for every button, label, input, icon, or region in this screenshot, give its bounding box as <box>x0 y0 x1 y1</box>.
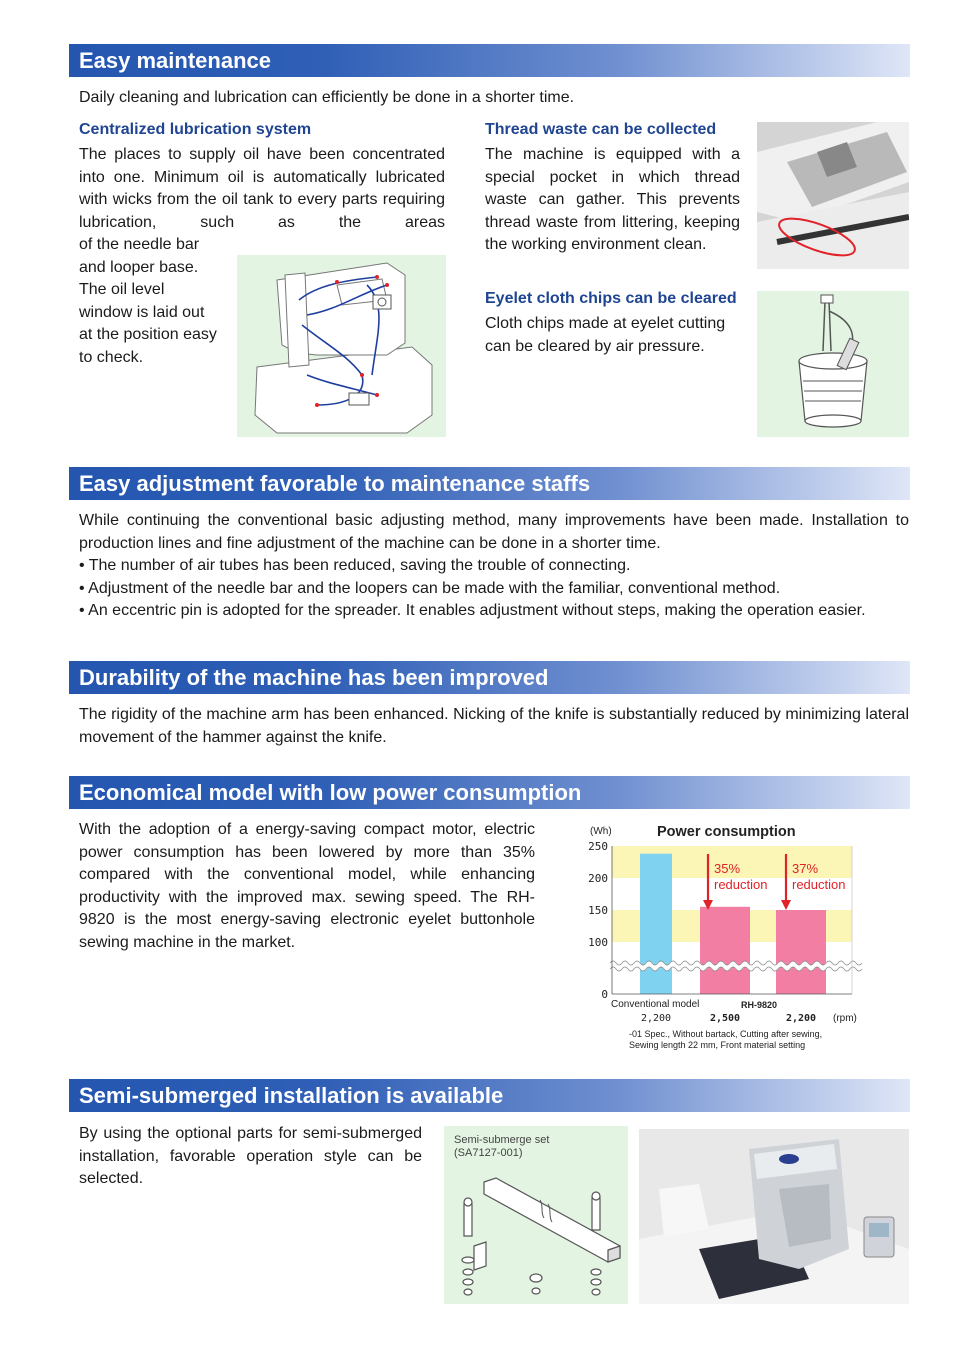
section-title-semi-submerged: Semi-submerged installation is available <box>69 1079 910 1112</box>
air-blow-diagram <box>757 291 909 437</box>
x-tick-label: 2,200 <box>785 1013 817 1024</box>
thread-waste-text: The machine is equipped with a special pocket in which thread waste can gather. This prevents thread waste from littering, keeping the working environment clean. <box>485 146 740 253</box>
adjustment-bullet: • The number of air tubes has been reduced, saving the trouble of connecting. <box>79 557 631 574</box>
thread-waste-heading: Thread waste can be collected <box>485 121 717 138</box>
maintenance-intro: Daily cleaning and lubrication can efficiently be done in a shorter time. <box>79 89 575 106</box>
section-title-durability: Durability of the machine has been improved <box>69 661 910 694</box>
y-tick-label: 100 <box>588 936 608 949</box>
y-tick-label: 150 <box>588 904 608 917</box>
y-tick-label: 200 <box>588 872 608 885</box>
semi-submerge-set-diagram <box>444 1126 628 1304</box>
group-label-rh9820: RH-9820 <box>741 1000 778 1010</box>
y-tick-label: 0 <box>601 988 608 1001</box>
section-title-adjustment: Easy adjustment favorable to maintenance staffs <box>69 467 910 500</box>
thread-pocket-image <box>757 122 909 269</box>
x-tick-label: 2,500 <box>709 1013 741 1024</box>
chart-note: -01 Spec., Without bartack, Cutting after sewing, <box>629 1029 823 1039</box>
set-label-name: Semi-submerge set <box>454 1134 550 1146</box>
x-axis-unit: (rpm) <box>833 1013 857 1024</box>
machine-photo <box>639 1129 909 1304</box>
chart-title: Power consumption <box>657 824 796 840</box>
durability-text: The rigidity of the machine arm has been enhanced. Nicking of the knife is substantially reduced by minimizing lateral movement of the hammer against the knife. <box>79 706 909 746</box>
adjustment-bullet: • An eccentric pin is adopted for the spreader. It enables adjustment without steps, making the operation easier. <box>79 602 866 619</box>
economical-text: With the adoption of a energy-saving compact motor, electric power consumption has been lowered by more than 35% compared with the conventional model, while enhancing productivity with the improved max. sewing speed. The RH-9820 is the most energy-saving electronic eyelet buttonhole sewing machine in the market. <box>79 821 535 951</box>
section-title-economical: Economical model with low power consumption <box>69 776 910 809</box>
lubrication-text-top: The places to supply oil have been concentrated into one. Minimum oil is automatically lubricated with wicks from the oil tank to every parts requiring lubrication, such as the areas <box>79 146 445 231</box>
reduction-percent: 35% <box>714 861 741 876</box>
reduction-label: reduction <box>714 877 768 892</box>
adjustment-bullet: • Adjustment of the needle bar and the loopers can be made with the familiar, conventional method. <box>79 579 781 597</box>
x-tick-label: 2,200 <box>640 1013 672 1024</box>
adjustment-intro: While continuing the conventional basic adjusting method, many improvements have been made. Installation to production lines and fine adjustment of the machine can be done in a shorter time. <box>79 512 909 552</box>
chart-bar <box>700 907 750 994</box>
air-gun-bucket-illustration <box>757 291 909 437</box>
semi-submerged-text: By using the optional parts for semi-submerged installation, favorable operation style can be selected. <box>79 1125 422 1187</box>
power-chart-svg <box>588 820 878 1055</box>
section-title-maintenance: Easy maintenance <box>69 44 910 77</box>
thread-pocket-photo <box>757 122 909 269</box>
lubrication-text-side: of the needle bar and looper base. The oil level window is laid out at the position easy to check. <box>79 236 217 366</box>
sewing-machine-oil-lines-illustration <box>237 255 446 437</box>
chart-bar <box>776 910 826 994</box>
set-label-part-number: (SA7127-001) <box>454 1147 523 1159</box>
rh9820-machine-image <box>639 1129 909 1304</box>
reduction-arrowhead <box>781 900 791 910</box>
eyelet-chips-heading: Eyelet cloth chips can be cleared <box>485 290 737 307</box>
reduction-percent: 37% <box>792 861 819 876</box>
reduction-label: reduction <box>792 877 846 892</box>
lubrication-heading: Centralized lubrication system <box>79 121 312 138</box>
power-consumption-chart <box>588 820 878 1055</box>
chart-note: Sewing length 22 mm, Front material setting <box>629 1040 806 1050</box>
lubrication-diagram <box>237 255 446 437</box>
y-tick-label: 250 <box>588 840 608 853</box>
chart-bar <box>640 854 672 994</box>
eyelet-chips-text: Cloth chips made at eyelet cutting can be cleared by air pressure. <box>485 315 726 355</box>
y-axis-unit: (Wh) <box>590 826 612 837</box>
group-label-conventional: Conventional model <box>611 999 700 1010</box>
adjustment-bullets <box>79 555 911 623</box>
